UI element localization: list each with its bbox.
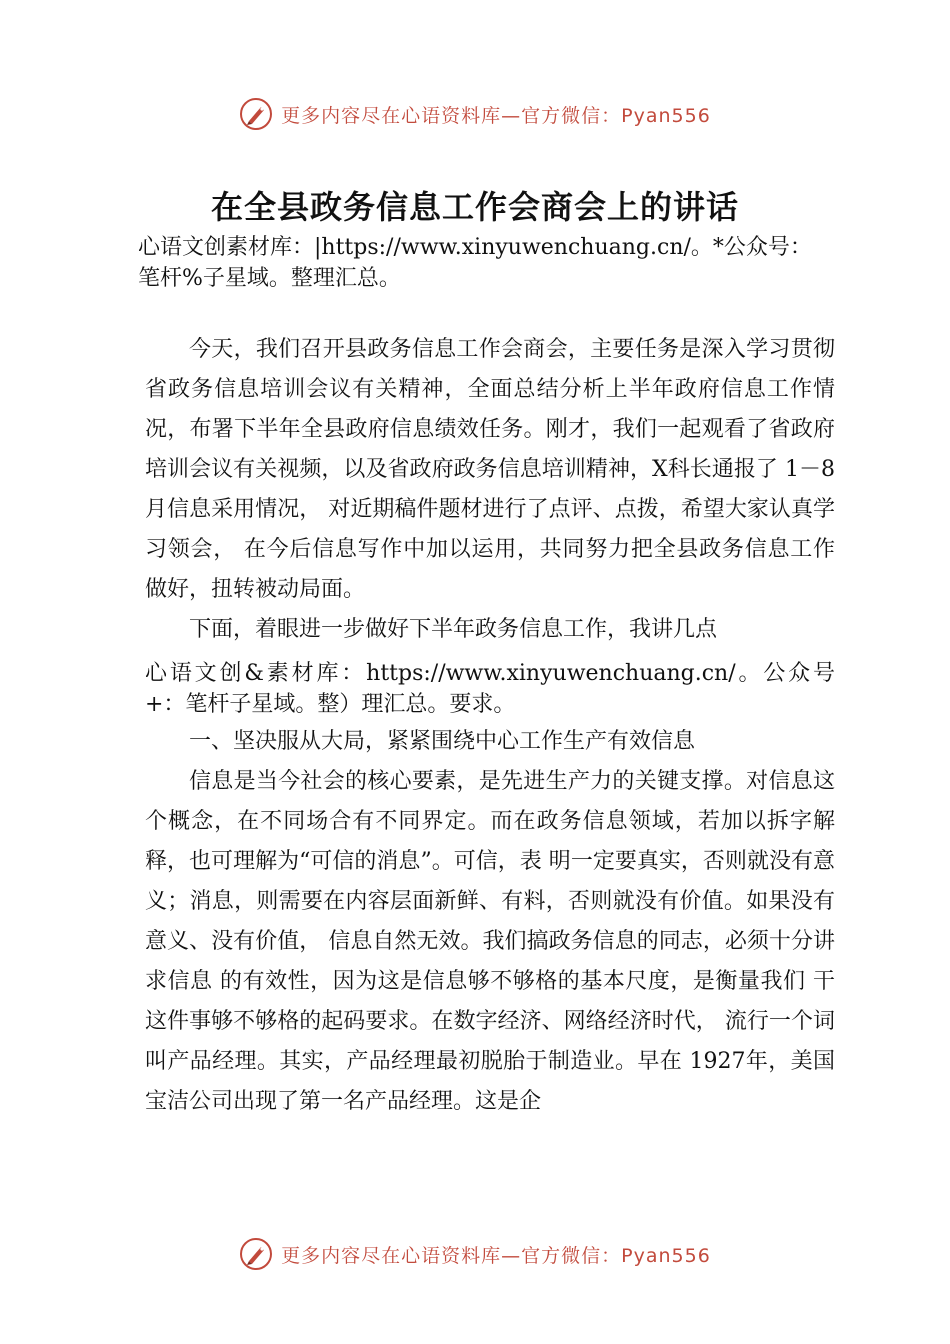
body-paragraph: 今天，我们召开县政务信息工作会商会，主要任务是深入学习贯彻省政务信息培训会议有关精神，全面总结分析上半年政府信息工作情况，布署下半年全县政府信息绩效任务。刚才，我们一起观看了省政府培训会议有关视频，以及省政府政务信息培训精神，X科长通报了 1－8月信息采用情况， 对近期稿件题材进行了点评、点拨，希望大家认真学习领会， 在今后信息写作中加以运用，共同努力把全县政务信息工作 做好，扭转被动局面。 xyxy=(145,337,835,602)
pen-nib-logo-icon xyxy=(239,1237,273,1271)
body-paragraph: 下面，着眼进一步做好下半年政务信息工作，我讲几点 xyxy=(189,617,718,642)
top-banner xyxy=(0,92,950,136)
banner-text: 更多内容尽在心语资料库—官方微信：Pyan556 xyxy=(281,104,711,127)
bottom-banner xyxy=(0,1232,950,1276)
banner-text: 更多内容尽在心语资料库—官方微信：Pyan556 xyxy=(281,1244,711,1267)
body-paragraph: 信息是当今社会的核心要素，是先进生产力的关键支撑。对信息这个概念，在不同场合有不同界定。而在政务信息领域，若加以拆字解释，也可理解为“可信的消息”。可信，表 明一定要真实，否则就没有意义；消息，则需要在内容层面新鲜、有料，否则就没有价值。如果没有意义、没有价值， 信息自然无效。我们搞政务信息的同志，必须十分讲求信息 的有效性，因为这是信息够不够格的基本尺度，是衡量我们 干这件事够不够格的起码要求。在数字经济、网络经济时代， 流行一个词叫产品经理。其实，产品经理最初脱胎于制造业。早在 1927年，美国宝洁公司出现了第一名产品经理。这是企 xyxy=(145,769,835,1114)
pen-nib-logo-icon xyxy=(239,97,273,131)
inline-source-note: 心语文创&素材库：https://www.xinyuwenchuang.cn/。公众号+：笔杆子星域。整）理汇总。要求。 xyxy=(145,661,835,717)
source-note: 心语文创素材库：|https://www.xinyuwenchuang.cn/。*公众号：笔杆%子星域。整理汇总。 xyxy=(138,235,812,291)
document-body xyxy=(145,330,835,1122)
document-title: 在全县政务信息工作会商会上的讲话 xyxy=(210,188,739,226)
section-heading: 一、坚决服从大局，紧紧围绕中心工作生产有效信息 xyxy=(189,729,696,754)
